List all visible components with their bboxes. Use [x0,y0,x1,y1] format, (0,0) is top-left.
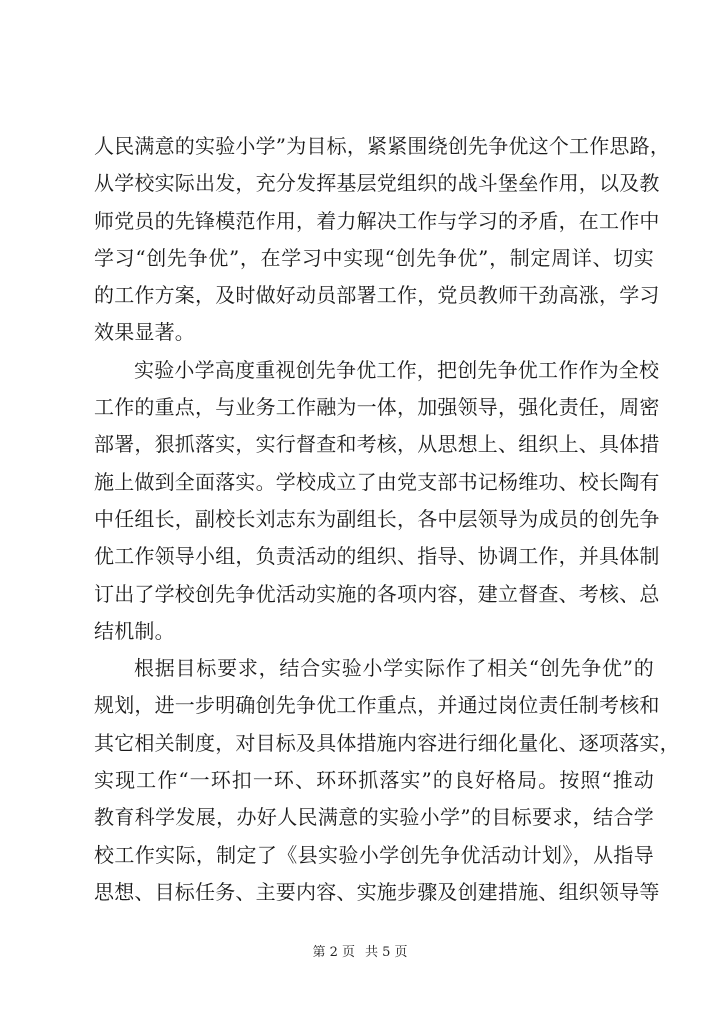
text-line: 中任组长，副校长刘志东为副组长，各中层领导为成员的创先争 [94,506,660,531]
text-line: 工作的重点，与业务工作融为一体，加强领导，强化责任，周密 [94,395,660,420]
text-line: 的工作方案，及时做好动员部署工作，党员教师干劲高涨，学习 [94,283,660,308]
text-line: 规划，进一步明确创先争优工作重点，并通过岗位责任制考核和 [94,693,660,718]
text-line: 校工作实际，制定了《县实验小学创先争优活动计划》，从指导 [94,842,654,867]
paragraph-start-line: 实验小学高度重视创先争优工作，把创先争优工作作为全校 [134,357,660,382]
paragraph-start-line: 根据目标要求，结合实验小学实际作了相关“创先争优”的 [134,656,654,681]
text-line: 其它相关制度，对目标及具体措施内容进行细化量化、逐项落实， [94,730,680,755]
text-line: 人民满意的实验小学”为目标，紧紧围绕创先争优这个工作思路， [94,134,671,158]
page-number: 第 2 页 [312,945,355,960]
document-body [94,128,680,911]
text-line: 优工作领导小组，负责活动的组织、指导、协调工作，并具体制 [94,544,660,569]
text-line: 施上做到全面落实。学校成立了由党支部书记杨维功、校长陶有 [94,469,660,494]
text-line: 部署，狠抓落实，实行督查和考核，从思想上、组织上、具体措 [94,432,660,457]
text-line: 订出了学校创先争优活动实施的各项内容，建立督查、考核、总 [94,581,660,606]
text-line: 实现工作“一环扣一环、环环抓落实”的良好格局。按照“推动 [94,768,654,793]
text-line: 师党员的先锋模范作用，着力解决工作与学习的矛盾，在工作中 [94,208,660,233]
page-footer [0,941,720,960]
text-line: 从学校实际出发，充分发挥基层党组织的战斗堡垒作用，以及教 [94,171,660,196]
text-line: 效果显著。 [94,320,195,345]
text-line: 思想、目标任务、主要内容、实施步骤及创建措施、组织领导等 [94,879,660,904]
page-total: 共 5 页 [365,945,408,960]
text-line: 教育科学发展，办好人民满意的实验小学”的目标要求，结合学 [94,805,654,830]
text-line: 结机制。 [94,618,175,643]
text-line: 学习“创先争优”，在学习中实现“创先争优”，制定周详、切实 [94,245,654,270]
